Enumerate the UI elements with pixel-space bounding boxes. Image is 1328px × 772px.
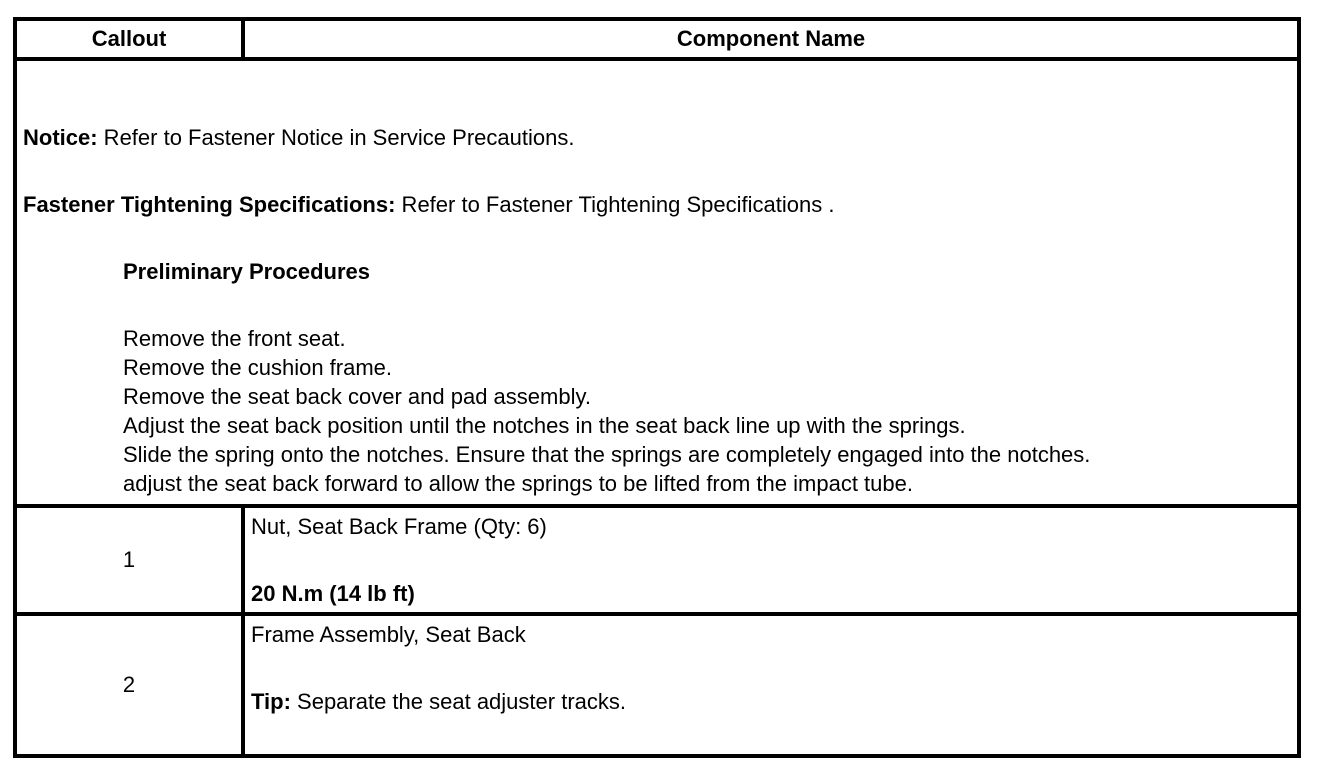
notice-text: Refer to Fastener Notice in Service Precautions. <box>97 125 575 150</box>
preliminary-step: Remove the cushion frame. <box>123 355 393 380</box>
torque-spec: 20 N.m (14 lb ft) <box>251 581 415 606</box>
component-name: Nut, Seat Back Frame (Qty: 6) <box>251 514 547 539</box>
notice-label: Notice: <box>23 125 98 150</box>
callout-header: Callout <box>15 19 243 59</box>
spec-label: Fastener Tightening Specifications: <box>23 192 396 217</box>
spec-text: Refer to Fastener Tightening Specifications . <box>395 192 835 217</box>
callout-cell: 2 <box>15 614 243 756</box>
component-name: Frame Assembly, Seat Back <box>251 622 526 647</box>
preliminary-procedures <box>123 257 1297 498</box>
component-name-header: Component Name <box>243 19 1299 59</box>
component-cell <box>243 506 1299 614</box>
component-table <box>13 17 1301 758</box>
spec-line <box>23 190 1297 219</box>
preliminary-heading: Preliminary Procedures <box>123 259 371 284</box>
preliminary-step: Adjust the seat back position until the notches in the seat back line up with the springs. <box>123 413 966 438</box>
preliminary-step: adjust the seat back forward to allow the springs to be lifted from the impact tube. <box>123 471 913 496</box>
component-cell <box>243 614 1299 756</box>
intro-row <box>15 59 1299 506</box>
callout-cell: 1 <box>15 506 243 614</box>
notice-line <box>23 123 1297 152</box>
tip-label: Tip: <box>251 689 291 714</box>
preliminary-step: Slide the spring onto the notches. Ensure that the springs are completely engaged into the notches. <box>123 442 1091 467</box>
intro-cell <box>15 59 1299 506</box>
header-row <box>15 19 1299 59</box>
tip-line <box>251 687 1297 716</box>
table-row <box>15 506 1299 614</box>
preliminary-step: Remove the seat back cover and pad assembly. <box>123 384 591 409</box>
table-row <box>15 614 1299 756</box>
preliminary-step: Remove the front seat. <box>123 326 346 351</box>
tip-text: Separate the seat adjuster tracks. <box>290 689 626 714</box>
preliminary-step-list <box>123 324 1297 498</box>
